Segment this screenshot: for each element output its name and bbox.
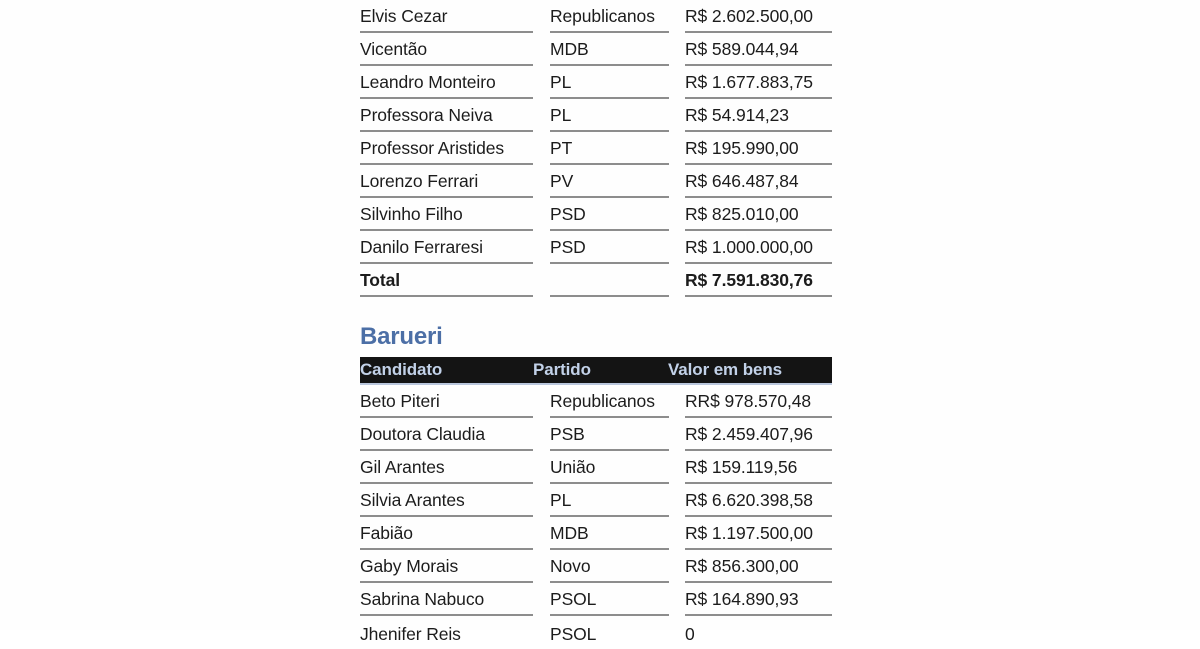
cell-gap (669, 418, 685, 451)
cell-candidate: Beto Piteri (360, 385, 533, 418)
cell-gap (669, 198, 685, 231)
cell-candidate: Jhenifer Reis (360, 624, 461, 644)
cell-assets: R$ 646.487,84 (685, 165, 832, 198)
cell-assets: 0 (685, 624, 695, 644)
cell-candidate: Silvinho Filho (360, 198, 533, 231)
cell-party: PL (550, 484, 669, 517)
table-row (360, 231, 832, 264)
cell-candidate: Sabrina Nabuco (360, 583, 533, 616)
table-row (360, 198, 832, 231)
cell-candidate: Leandro Monteiro (360, 66, 533, 99)
cell-gap (533, 550, 550, 583)
cell-candidate: Professor Aristides (360, 132, 533, 165)
cell-gap (533, 165, 550, 198)
table-row (360, 616, 832, 649)
table-row (360, 0, 832, 33)
cell-gap (533, 484, 550, 517)
total-party (550, 264, 669, 297)
cell-party: PT (550, 132, 669, 165)
cell-party: PV (550, 165, 669, 198)
document-column (360, 0, 832, 649)
cell-gap (533, 583, 550, 616)
assets-table-barueri (360, 385, 832, 649)
cell-party: PSB (550, 418, 669, 451)
cell-candidate: Vicentão (360, 33, 533, 66)
table-row (360, 484, 832, 517)
cell-assets: R$ 159.119,56 (685, 451, 832, 484)
cell-party: Republicanos (550, 0, 669, 33)
cell-candidate: Silvia Arantes (360, 484, 533, 517)
table-row (360, 418, 832, 451)
cell-assets: R$ 825.010,00 (685, 198, 832, 231)
cell-candidate: Danilo Ferraresi (360, 231, 533, 264)
cell-gap (533, 198, 550, 231)
cell-party: PSOL (550, 624, 597, 644)
table-row (360, 451, 832, 484)
cell-party: PSD (550, 231, 669, 264)
table-row (360, 517, 832, 550)
table-row (360, 165, 832, 198)
cell-assets: R$ 164.890,93 (685, 583, 832, 616)
cell-gap (533, 385, 550, 418)
cell-gap (533, 418, 550, 451)
cell-party: MDB (550, 517, 669, 550)
table-row (360, 99, 832, 132)
cell-gap (669, 0, 685, 33)
cell-gap (669, 583, 685, 616)
cell-assets: R$ 856.300,00 (685, 550, 832, 583)
table-row (360, 385, 832, 418)
cell-party: Novo (550, 550, 669, 583)
cell-gap (533, 264, 550, 297)
cell-candidate: Doutora Claudia (360, 418, 533, 451)
cell-assets: R$ 54.914,23 (685, 99, 832, 132)
cell-gap (533, 517, 550, 550)
cell-assets: R$ 589.044,94 (685, 33, 832, 66)
cell-gap (533, 132, 550, 165)
cell-gap (669, 550, 685, 583)
cell-gap (669, 33, 685, 66)
cell-candidate: Gaby Morais (360, 550, 533, 583)
cell-candidate: Lorenzo Ferrari (360, 165, 533, 198)
cell-assets: R$ 195.990,00 (685, 132, 832, 165)
cell-party: MDB (550, 33, 669, 66)
cell-assets: R$ 1.000.000,00 (685, 231, 832, 264)
cell-gap (533, 451, 550, 484)
cell-gap (669, 517, 685, 550)
cell-candidate: Professora Neiva (360, 99, 533, 132)
cell-gap (669, 385, 685, 418)
cell-gap (533, 66, 550, 99)
cell-assets: R$ 2.602.500,00 (685, 0, 832, 33)
cell-assets: R$ 1.197.500,00 (685, 517, 832, 550)
cell-gap (669, 484, 685, 517)
cell-party: PL (550, 66, 669, 99)
table-row (360, 583, 832, 616)
cell-party: PSOL (550, 583, 669, 616)
cell-gap (669, 616, 685, 649)
cell-gap (669, 231, 685, 264)
table-header-row (360, 357, 832, 383)
cell-party: PL (550, 99, 669, 132)
cell-gap (669, 66, 685, 99)
cell-gap (533, 0, 550, 33)
cell-gap (533, 33, 550, 66)
table-row (360, 33, 832, 66)
table-row (360, 132, 832, 165)
assets-table-continued (360, 0, 832, 297)
table-row (360, 550, 832, 583)
section-spacer (360, 297, 832, 323)
cell-gap (533, 99, 550, 132)
cell-assets: RR$ 978.570,48 (685, 385, 832, 418)
cell-candidate: Gil Arantes (360, 451, 533, 484)
column-header-candidate: Candidato (360, 360, 443, 379)
cell-gap (533, 231, 550, 264)
table-row-total (360, 264, 832, 297)
cell-gap (669, 99, 685, 132)
cell-gap (669, 451, 685, 484)
cell-candidate: Fabião (360, 517, 533, 550)
table-row (360, 66, 832, 99)
cell-party: PSD (550, 198, 669, 231)
cell-party: União (550, 451, 669, 484)
total-label: Total (360, 264, 533, 297)
cell-gap (669, 132, 685, 165)
cell-assets: R$ 2.459.407,96 (685, 418, 832, 451)
cell-gap (533, 616, 550, 649)
total-assets: R$ 7.591.830,76 (685, 264, 832, 297)
column-header-party: Partido (533, 360, 591, 379)
column-header-assets: Valor em bens (668, 360, 782, 379)
cell-assets: R$ 1.677.883,75 (685, 66, 832, 99)
cell-candidate: Elvis Cezar (360, 0, 533, 33)
cell-gap (669, 264, 685, 297)
city-heading-barueri: Barueri (360, 323, 443, 350)
cell-gap (669, 165, 685, 198)
cell-assets: R$ 6.620.398,58 (685, 484, 832, 517)
cell-party: Republicanos (550, 385, 669, 418)
